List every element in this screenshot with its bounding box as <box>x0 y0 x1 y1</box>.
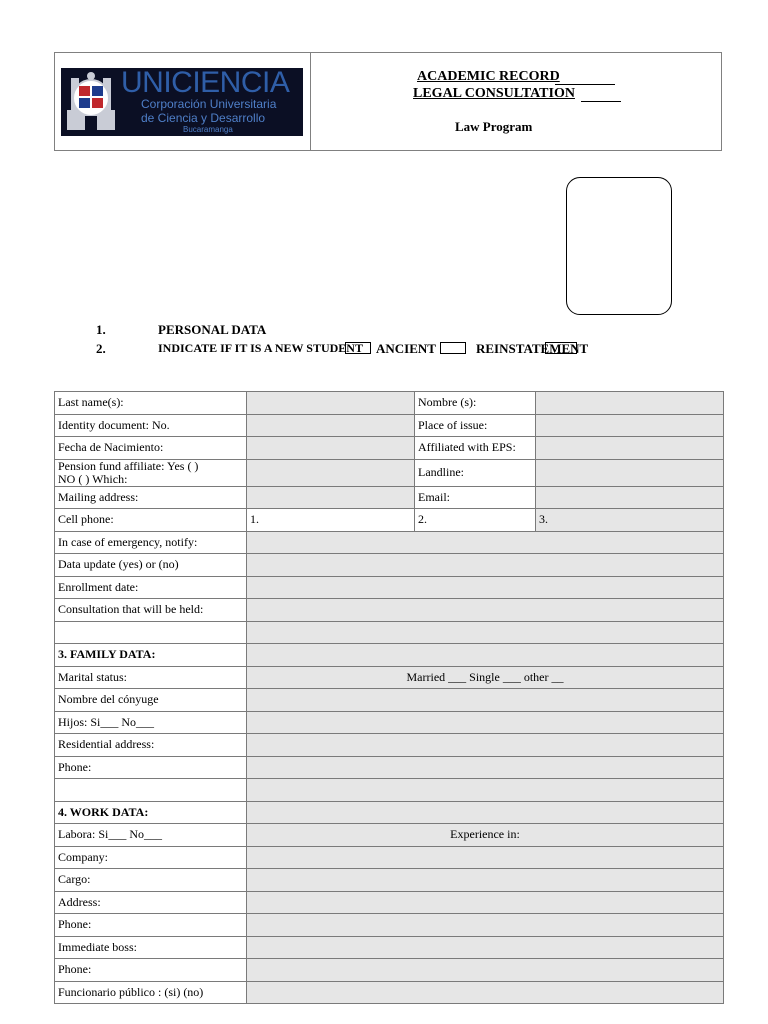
work-address-field[interactable] <box>247 891 724 914</box>
family-phone-field[interactable] <box>247 756 724 779</box>
reinstatement-checkbox[interactable] <box>545 342 577 354</box>
eps-label: Affiliated with EPS: <box>415 437 536 460</box>
pension-field[interactable] <box>247 459 415 486</box>
logo-subtitle-1: Corporación Universitaria <box>141 97 277 111</box>
cargo-label: Cargo: <box>55 869 247 892</box>
identity-label: Identity document: No. <box>55 414 247 437</box>
cell-phone-2-field[interactable]: 2. <box>415 509 536 532</box>
hijos-field[interactable] <box>247 711 724 734</box>
family-header-field <box>247 644 724 667</box>
experience-field[interactable]: Experience in: <box>247 824 724 847</box>
work-phone-label: Phone: <box>55 914 247 937</box>
work-phone-field[interactable] <box>247 914 724 937</box>
nombre-field[interactable] <box>536 392 724 415</box>
birth-date-field[interactable] <box>247 437 415 460</box>
logo-subtitle-2: de Ciencia y Desarrollo <box>141 111 266 125</box>
boss-phone-label: Phone: <box>55 959 247 982</box>
title-underline-1 <box>555 84 615 85</box>
logo-city: Bucaramanga <box>183 125 233 134</box>
last-name-field[interactable] <box>247 392 415 415</box>
table-row <box>55 689 724 712</box>
work-header-field <box>247 801 724 824</box>
table-row <box>55 392 724 415</box>
personal-data-table <box>54 391 724 1004</box>
table-row <box>55 936 724 959</box>
eps-field[interactable] <box>536 437 724 460</box>
place-issue-label: Place of issue: <box>415 414 536 437</box>
family-phone-label: Phone: <box>55 756 247 779</box>
family-data-header: 3. FAMILY DATA: <box>55 644 247 667</box>
title-academic-record: ACADEMIC RECORD <box>417 69 560 84</box>
ancient-checkbox[interactable] <box>440 342 466 354</box>
section-2-text: INDICATE IF IT IS A NEW STUDENT <box>158 341 363 355</box>
emergency-field[interactable] <box>247 531 724 554</box>
table-row <box>55 914 724 937</box>
blank-field[interactable] <box>247 621 724 644</box>
table-row <box>55 734 724 757</box>
funcionario-field[interactable] <box>247 981 724 1004</box>
cell-phone-label: Cell phone: <box>55 509 247 532</box>
marital-label: Marital status: <box>55 666 247 689</box>
blank-field-2[interactable] <box>247 779 724 802</box>
consultation-field[interactable] <box>247 599 724 622</box>
table-row <box>55 779 724 802</box>
table-row <box>55 621 724 644</box>
table-row <box>55 801 724 824</box>
section-1-title: PERSONAL DATA <box>158 322 267 337</box>
spouse-field[interactable] <box>247 689 724 712</box>
labora-label: Labora: Si___ No___ <box>55 824 247 847</box>
table-row <box>55 554 724 577</box>
title-underline-2 <box>581 101 621 102</box>
section-2-number: 2. <box>96 341 106 356</box>
work-data-header: 4. WORK DATA: <box>55 801 247 824</box>
table-row <box>55 459 724 486</box>
cargo-field[interactable] <box>247 869 724 892</box>
table-row <box>55 486 724 509</box>
table-row <box>55 981 724 1004</box>
program-name: Law Program <box>455 119 533 134</box>
email-field[interactable] <box>536 486 724 509</box>
header-box <box>54 52 722 151</box>
mailing-field[interactable] <box>247 486 415 509</box>
company-field[interactable] <box>247 846 724 869</box>
mailing-label: Mailing address: <box>55 486 247 509</box>
table-row <box>55 599 724 622</box>
logo-cell <box>55 53 311 150</box>
photo-box[interactable] <box>566 177 672 315</box>
pension-label-line-1: Pension fund affiliate: Yes ( ) <box>58 459 199 473</box>
spouse-label: Nombre del cónyuge <box>55 689 247 712</box>
university-seal-icon <box>65 70 117 134</box>
table-row <box>55 666 724 689</box>
blank-label <box>55 621 247 644</box>
table-row <box>55 437 724 460</box>
table-row <box>55 869 724 892</box>
marital-options[interactable]: Married ___ Single ___ other __ <box>247 666 724 689</box>
nombre-label: Nombre (s): <box>415 392 536 415</box>
birth-date-label: Fecha de Nacimiento: <box>55 437 247 460</box>
last-name-label: Last name(s): <box>55 392 247 415</box>
table-row <box>55 891 724 914</box>
funcionario-label: Funcionario público : (si) (no) <box>55 981 247 1004</box>
landline-label: Landline: <box>415 459 536 486</box>
logo-name: UNICIENCIA <box>121 66 290 99</box>
section-1-number: 1. <box>96 322 106 337</box>
email-label: Email: <box>415 486 536 509</box>
uniciencia-logo <box>61 68 303 136</box>
emergency-label: In case of emergency, notify: <box>55 531 247 554</box>
boss-label: Immediate boss: <box>55 936 247 959</box>
residential-label: Residential address: <box>55 734 247 757</box>
work-address-label: Address: <box>55 891 247 914</box>
blank-label-2 <box>55 779 247 802</box>
data-update-label: Data update (yes) or (no) <box>55 554 247 577</box>
ancient-label: ANCIENT <box>376 341 436 356</box>
new-student-checkbox[interactable] <box>345 342 371 354</box>
boss-field[interactable] <box>247 936 724 959</box>
enrollment-field[interactable] <box>247 576 724 599</box>
table-row <box>55 531 724 554</box>
company-label: Company: <box>55 846 247 869</box>
cell-phone-3-field[interactable]: 3. <box>536 509 724 532</box>
table-row <box>55 711 724 734</box>
table-row <box>55 576 724 599</box>
table-row <box>55 509 724 532</box>
data-update-field[interactable] <box>247 554 724 577</box>
boss-phone-field[interactable] <box>247 959 724 982</box>
table-row <box>55 846 724 869</box>
reinstatement-label: REINSTATEMENT <box>476 341 589 356</box>
hijos-label: Hijos: Si___ No___ <box>55 711 247 734</box>
residential-field[interactable] <box>247 734 724 757</box>
table-row <box>55 824 724 847</box>
place-issue-field[interactable] <box>536 414 724 437</box>
table-row <box>55 756 724 779</box>
pension-label <box>55 459 247 486</box>
landline-field[interactable] <box>536 459 724 486</box>
enrollment-label: Enrollment date: <box>55 576 247 599</box>
table-row <box>55 414 724 437</box>
title-cell <box>311 53 721 150</box>
cell-phone-1-field[interactable]: 1. <box>247 509 415 532</box>
pension-label-line-2: NO ( ) Which: <box>58 471 128 486</box>
title-legal-consultation: LEGAL CONSULTATION <box>413 86 575 101</box>
identity-field[interactable] <box>247 414 415 437</box>
table-row <box>55 959 724 982</box>
table-row <box>55 644 724 667</box>
consultation-label: Consultation that will be held: <box>55 599 247 622</box>
